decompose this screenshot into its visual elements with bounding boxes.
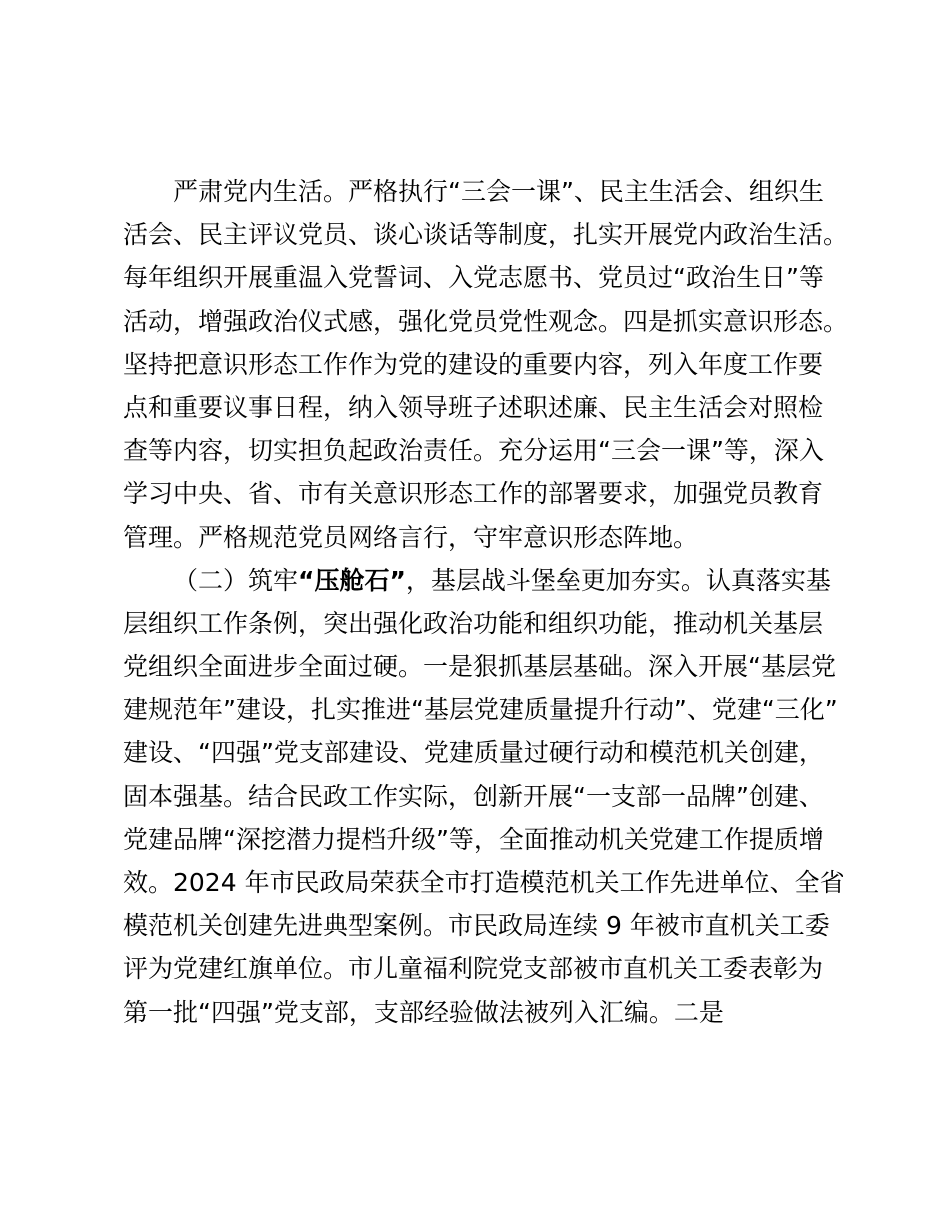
paragraph-line: 严肃党内生活。严格执行“三会一课”、民主生活会、组织生 — [173, 177, 824, 206]
paragraph-line: 管理。严格规范党员网络言行，守牢意识形态阵地。 — [123, 522, 699, 552]
paragraph-line: 模范机关创建先进典型案例。市民政局连续 9 年被市直机关工委 — [123, 911, 830, 941]
paragraph-line: 固本强基。结合民政工作实际，创新开展“一支部一品牌”创建、 — [123, 781, 824, 811]
section-heading-line — [123, 559, 843, 602]
section-heading-rest: ，基层战斗堡垒更加夯实。认真落实基 — [405, 565, 831, 595]
paragraph-line: 活动，增强政治仪式感，强化党员党性观念。四是抓实意识形态。 — [123, 306, 849, 336]
paragraph-line: 党组织全面进步全面过硬。一是狠抓基层基础。深入开展“基层党 — [123, 652, 836, 682]
body-text — [123, 170, 849, 1034]
section-heading-prefix: （二）筑牢 — [173, 565, 299, 595]
paragraph-line: 学习中央、省、市有关意识形态工作的部署要求，加强党员教育 — [123, 479, 824, 509]
section-heading-emphasis: “压舱石” — [298, 565, 406, 595]
paragraph-line: 点和重要议事日程，纳入领导班子述职述廉、民主生活会对照检 — [123, 392, 824, 422]
paragraph-line: 建设、“四强”党支部建设、党建质量过硬行动和模范机关创建， — [123, 738, 824, 768]
paragraph-line: 层组织工作条例，突出强化政治功能和组织功能，推动机关基层 — [123, 608, 824, 638]
paragraph-line: 每年组织开展重温入党誓词、入党志愿书、党员过“政治生日”等 — [123, 263, 824, 293]
paragraph-line: 活会、民主评议党员、谈心谈话等制度，扎实开展党内政治生活。 — [123, 220, 849, 250]
paragraph-line: 坚持把意识形态工作作为党的建设的重要内容，列入年度工作要 — [123, 349, 824, 379]
paragraph-line: 建规范年”建设，扎实推进“基层党建质量提升行动”、党建“三化” — [123, 695, 838, 725]
paragraph-line: 党建品牌“深挖潜力提档升级”等，全面推动机关党建工作提质增 — [123, 824, 824, 854]
paragraph-line: 效。2024 年市民政局荣获全市打造模范机关工作先进单位、全省 — [123, 868, 845, 897]
paragraph-line: 第一批“四强”党支部，支部经验做法被列入汇编。二是 — [123, 997, 724, 1027]
paragraph-line: 查等内容，切实担负起政治责任。充分运用“三会一课”等，深入 — [123, 436, 824, 466]
paragraph-line: 评为党建红旗单位。市儿童福利院党支部被市直机关工委表彰为 — [123, 954, 824, 984]
